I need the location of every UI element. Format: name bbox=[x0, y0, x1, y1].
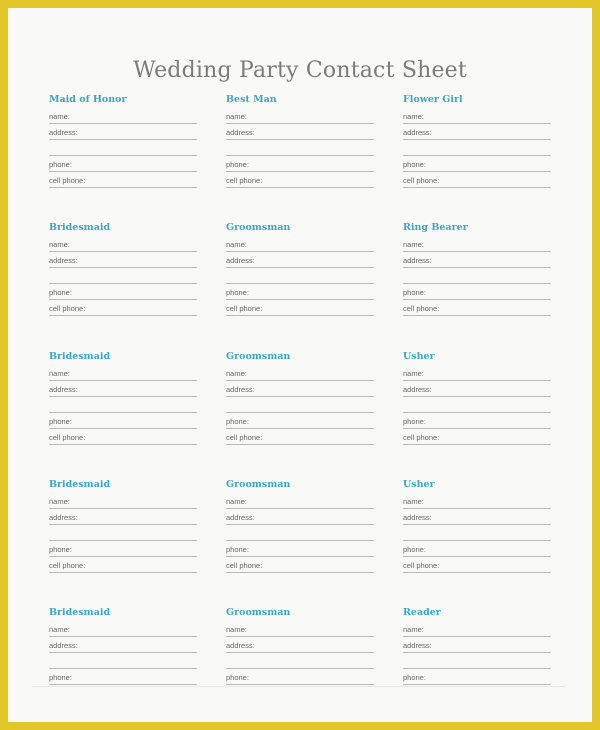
address-field[interactable] bbox=[226, 124, 374, 140]
name-field[interactable] bbox=[403, 108, 551, 124]
contact-card bbox=[49, 605, 197, 685]
role-heading: Maid of Honor bbox=[49, 94, 127, 105]
cell-phone-field[interactable] bbox=[226, 557, 374, 573]
phone-field[interactable] bbox=[403, 413, 551, 429]
phone-field[interactable] bbox=[403, 284, 551, 300]
field-label: address: bbox=[49, 128, 78, 137]
name-field[interactable] bbox=[49, 621, 197, 637]
field-label: name: bbox=[49, 497, 70, 506]
role-heading: Usher bbox=[403, 479, 435, 490]
field-label: name: bbox=[403, 497, 424, 506]
cell-phone-field[interactable] bbox=[403, 300, 551, 316]
address-field[interactable] bbox=[226, 381, 374, 397]
field-label: cell phone: bbox=[226, 176, 263, 185]
cell-phone-field[interactable] bbox=[49, 300, 197, 316]
field-label: cell phone: bbox=[49, 433, 86, 442]
name-field[interactable] bbox=[49, 108, 197, 124]
phone-field[interactable] bbox=[226, 669, 374, 685]
field-label: cell phone: bbox=[403, 304, 440, 313]
address-field[interactable] bbox=[49, 381, 197, 397]
contact-card bbox=[403, 349, 551, 445]
field-label: cell phone: bbox=[403, 561, 440, 570]
phone-field[interactable] bbox=[226, 413, 374, 429]
field-label: phone: bbox=[226, 545, 249, 554]
contact-card bbox=[403, 605, 551, 685]
field-label: phone: bbox=[403, 673, 426, 682]
field-label: name: bbox=[49, 625, 70, 634]
field-label: address: bbox=[403, 256, 432, 265]
name-field[interactable] bbox=[226, 493, 374, 509]
name-field[interactable] bbox=[49, 365, 197, 381]
field-label: phone: bbox=[49, 545, 72, 554]
field-label: cell phone: bbox=[49, 304, 86, 313]
footer-divider bbox=[32, 686, 565, 687]
address-line-2[interactable] bbox=[49, 397, 197, 413]
field-label: phone: bbox=[226, 288, 249, 297]
field-label: address: bbox=[49, 256, 78, 265]
address-line-2[interactable] bbox=[226, 140, 374, 156]
field-label: phone: bbox=[403, 417, 426, 426]
field-label: name: bbox=[403, 240, 424, 249]
field-label: address: bbox=[226, 256, 255, 265]
cell-phone-field[interactable] bbox=[226, 172, 374, 188]
contact-card bbox=[49, 220, 197, 316]
field-label: name: bbox=[226, 497, 247, 506]
name-field[interactable] bbox=[403, 365, 551, 381]
field-label: address: bbox=[403, 513, 432, 522]
field-label: address: bbox=[226, 641, 255, 650]
role-heading: Flower Girl bbox=[403, 94, 463, 105]
field-label: cell phone: bbox=[403, 176, 440, 185]
field-label: cell phone: bbox=[226, 561, 263, 570]
field-label: name: bbox=[49, 240, 70, 249]
field-label: address: bbox=[403, 641, 432, 650]
name-field[interactable] bbox=[403, 621, 551, 637]
address-line-2[interactable] bbox=[403, 268, 551, 284]
address-line-2[interactable] bbox=[403, 525, 551, 541]
cell-phone-field[interactable] bbox=[403, 172, 551, 188]
contact-card bbox=[226, 92, 374, 188]
contact-sheet-page bbox=[8, 8, 592, 722]
field-label: address: bbox=[226, 385, 255, 394]
address-field[interactable] bbox=[49, 252, 197, 268]
phone-field[interactable] bbox=[226, 156, 374, 172]
phone-field[interactable] bbox=[49, 541, 197, 557]
role-heading: Usher bbox=[403, 351, 435, 362]
page-title: Wedding Party Contact Sheet bbox=[133, 58, 467, 83]
contact-card bbox=[49, 92, 197, 188]
address-field[interactable] bbox=[49, 509, 197, 525]
address-line-2[interactable] bbox=[49, 140, 197, 156]
name-field[interactable] bbox=[403, 493, 551, 509]
field-label: phone: bbox=[49, 417, 72, 426]
role-heading: Bridesmaid bbox=[49, 607, 111, 618]
name-field[interactable] bbox=[49, 236, 197, 252]
role-heading: Reader bbox=[403, 607, 441, 618]
phone-field[interactable] bbox=[49, 156, 197, 172]
role-heading: Bridesmaid bbox=[49, 479, 111, 490]
address-line-2[interactable] bbox=[226, 397, 374, 413]
address-line-2[interactable] bbox=[226, 268, 374, 284]
address-field[interactable] bbox=[403, 124, 551, 140]
name-field[interactable] bbox=[226, 108, 374, 124]
field-label: cell phone: bbox=[226, 433, 263, 442]
contact-card bbox=[403, 220, 551, 316]
address-field[interactable] bbox=[403, 509, 551, 525]
name-field[interactable] bbox=[226, 621, 374, 637]
contact-card bbox=[49, 477, 197, 573]
phone-field[interactable] bbox=[49, 669, 197, 685]
address-field[interactable] bbox=[226, 509, 374, 525]
field-label: address: bbox=[226, 513, 255, 522]
contact-card bbox=[226, 349, 374, 445]
name-field[interactable] bbox=[403, 236, 551, 252]
cell-phone-field[interactable] bbox=[226, 300, 374, 316]
field-label: name: bbox=[226, 240, 247, 249]
cell-phone-field[interactable] bbox=[49, 172, 197, 188]
address-line-2[interactable] bbox=[49, 525, 197, 541]
field-label: cell phone: bbox=[49, 561, 86, 570]
contact-card bbox=[403, 92, 551, 188]
field-label: cell phone: bbox=[403, 433, 440, 442]
address-field[interactable] bbox=[403, 252, 551, 268]
field-label: name: bbox=[403, 625, 424, 634]
field-label: name: bbox=[226, 625, 247, 634]
cell-phone-field[interactable] bbox=[226, 429, 374, 445]
field-label: name: bbox=[49, 369, 70, 378]
address-field[interactable] bbox=[226, 252, 374, 268]
address-field[interactable] bbox=[49, 124, 197, 140]
phone-field[interactable] bbox=[403, 669, 551, 685]
field-label: name: bbox=[226, 369, 247, 378]
address-field[interactable] bbox=[49, 637, 197, 653]
field-label: name: bbox=[226, 112, 247, 121]
field-label: name: bbox=[403, 369, 424, 378]
address-line-2[interactable] bbox=[403, 397, 551, 413]
address-line-2[interactable] bbox=[226, 525, 374, 541]
role-heading: Bridesmaid bbox=[49, 222, 111, 233]
field-label: phone: bbox=[49, 160, 72, 169]
contact-card bbox=[226, 605, 374, 685]
role-heading: Bridesmaid bbox=[49, 351, 111, 362]
address-line-2[interactable] bbox=[403, 140, 551, 156]
field-label: name: bbox=[49, 112, 70, 121]
phone-field[interactable] bbox=[49, 413, 197, 429]
phone-field[interactable] bbox=[403, 541, 551, 557]
cell-phone-field[interactable] bbox=[403, 429, 551, 445]
field-label: cell phone: bbox=[49, 176, 86, 185]
contact-card bbox=[49, 349, 197, 445]
name-field[interactable] bbox=[226, 236, 374, 252]
role-heading: Groomsman bbox=[226, 351, 291, 362]
role-heading: Groomsman bbox=[226, 479, 291, 490]
role-heading: Groomsman bbox=[226, 222, 291, 233]
phone-field[interactable] bbox=[226, 541, 374, 557]
contact-card bbox=[226, 477, 374, 573]
phone-field[interactable] bbox=[403, 156, 551, 172]
field-label: address: bbox=[226, 128, 255, 137]
field-label: phone: bbox=[403, 160, 426, 169]
address-line-2[interactable] bbox=[49, 268, 197, 284]
field-label: phone: bbox=[403, 288, 426, 297]
address-line-2[interactable] bbox=[403, 653, 551, 669]
field-label: address: bbox=[403, 128, 432, 137]
field-label: phone: bbox=[49, 288, 72, 297]
field-label: address: bbox=[49, 385, 78, 394]
field-label: phone: bbox=[226, 160, 249, 169]
name-field[interactable] bbox=[226, 365, 374, 381]
role-heading: Ring Bearer bbox=[403, 222, 468, 233]
field-label: phone: bbox=[49, 673, 72, 682]
field-label: phone: bbox=[226, 417, 249, 426]
address-field[interactable] bbox=[226, 637, 374, 653]
field-label: name: bbox=[403, 112, 424, 121]
address-field[interactable] bbox=[403, 381, 551, 397]
phone-field[interactable] bbox=[49, 284, 197, 300]
contact-card bbox=[403, 477, 551, 573]
field-label: phone: bbox=[403, 545, 426, 554]
cell-phone-field[interactable] bbox=[49, 557, 197, 573]
role-heading: Groomsman bbox=[226, 607, 291, 618]
cell-phone-field[interactable] bbox=[49, 429, 197, 445]
field-label: address: bbox=[403, 385, 432, 394]
field-label: cell phone: bbox=[226, 304, 263, 313]
cell-phone-field[interactable] bbox=[403, 557, 551, 573]
field-label: address: bbox=[49, 513, 78, 522]
phone-field[interactable] bbox=[226, 284, 374, 300]
name-field[interactable] bbox=[49, 493, 197, 509]
field-label: address: bbox=[49, 641, 78, 650]
role-heading: Best Man bbox=[226, 94, 277, 105]
address-line-2[interactable] bbox=[226, 653, 374, 669]
contact-card bbox=[226, 220, 374, 316]
address-field[interactable] bbox=[403, 637, 551, 653]
address-line-2[interactable] bbox=[49, 653, 197, 669]
field-label: phone: bbox=[226, 673, 249, 682]
